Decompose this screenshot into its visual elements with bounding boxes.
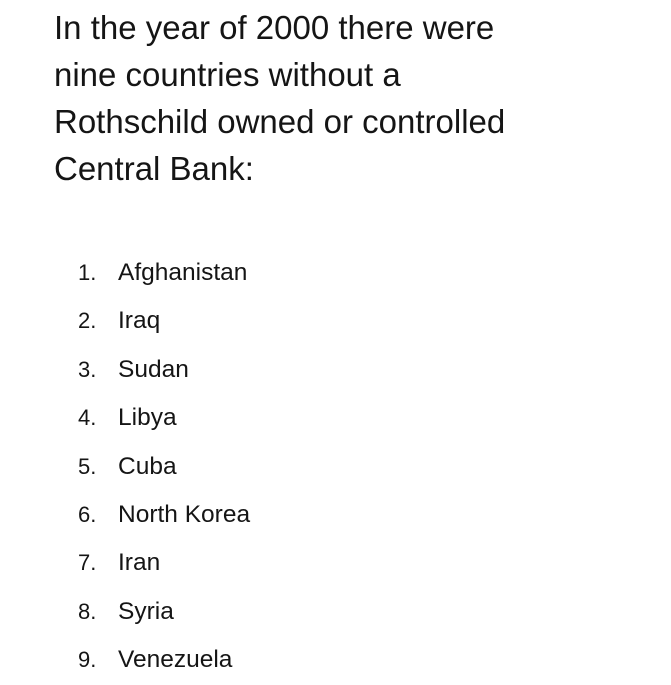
list-item-country: Sudan [118, 355, 189, 383]
list-item-number: 4. [78, 405, 97, 431]
list-item-country: Iran [118, 549, 161, 577]
list-item-number: 2. [78, 308, 97, 334]
list-item-number: 6. [78, 501, 97, 527]
heading-line: Rothschild owned or controlled [54, 103, 506, 140]
list-item-number: 5. [78, 453, 97, 479]
list-item-country: Cuba [118, 452, 177, 480]
list-item-number: 1. [78, 260, 97, 285]
heading-line: nine countries without a [54, 56, 401, 93]
heading-line: Central Bank: [54, 150, 254, 187]
list-item-number: 7. [78, 550, 97, 576]
list-item-number: 9. [78, 647, 97, 673]
heading-line: In the year of 2000 there were [54, 9, 495, 46]
heading [54, 4, 654, 192]
list-item-country: Libya [118, 404, 177, 432]
list-item-country: North Korea [118, 500, 251, 528]
list-item-number: 3. [78, 356, 97, 382]
list-item-country: Iraq [118, 307, 161, 335]
list-item-country: Afghanistan [118, 259, 248, 286]
list-item-country: Syria [118, 597, 174, 625]
list-item-country: Venezuela [118, 646, 233, 674]
list-item-number: 8. [78, 598, 97, 624]
